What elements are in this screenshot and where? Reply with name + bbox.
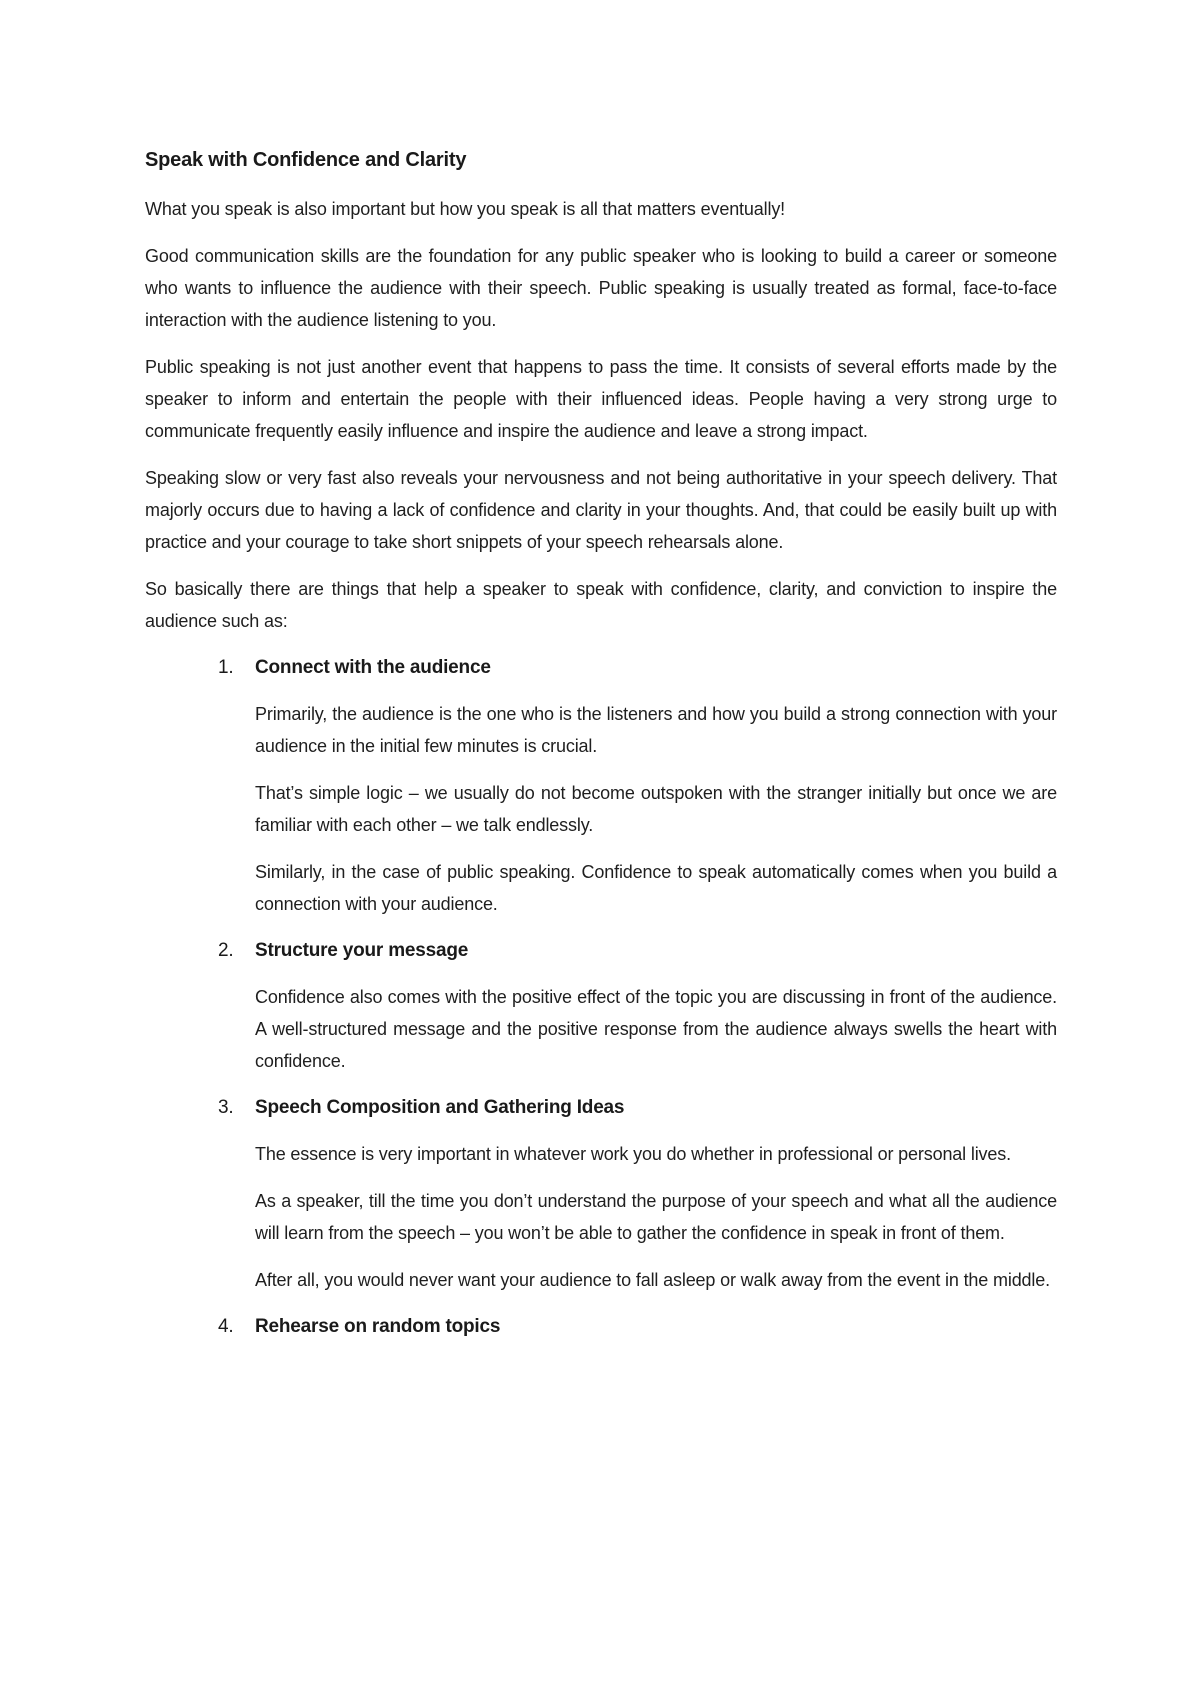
intro-paragraph-4: Speaking slow or very fast also reveals your nervousness and not being authoritative in your speech delivery. That majorly occurs due to having a lack of confidence and clarity in your thoughts. And, that could be easily built up with practice and your courage to take short snippets of your speech rehearsals alone. xyxy=(145,468,1057,552)
section-paragraph: After all, you would never want your audience to fall asleep or walk away from the event in the middle. xyxy=(255,1270,1050,1290)
section-number: 3. xyxy=(218,1097,234,1118)
section-heading-text: Connect with the audience xyxy=(255,657,491,678)
section-heading xyxy=(145,1311,1057,1343)
section-number: 1. xyxy=(218,657,234,678)
intro-paragraph-3: Public speaking is not just another event that happens to pass the time. It consists of several efforts made by the speaker to inform and entertain the people with their influenced ideas. People having a very strong urge to communicate frequently easily influence and inspire the audience and leave a strong impact. xyxy=(145,357,1057,441)
section-paragraph: The essence is very important in whatever work you do whether in professional or personal lives. xyxy=(255,1144,1011,1164)
section-paragraph: Confidence also comes with the positive effect of the topic you are discussing in front of the audience. A well-structured message and the positive response from the audience always swells the heart with confidence. xyxy=(255,987,1057,1071)
section-number: 2. xyxy=(218,940,234,961)
section-heading-text: Speech Composition and Gathering Ideas xyxy=(255,1097,625,1118)
section-body xyxy=(145,981,1057,1077)
list-section-2 xyxy=(145,935,1057,1077)
section-number: 4. xyxy=(218,1316,234,1337)
list-section-4 xyxy=(145,1311,1057,1343)
document-content xyxy=(145,146,1057,1357)
intro-paragraph-5: So basically there are things that help a speaker to speak with confidence, clarity, and conviction to inspire the audience such as: xyxy=(145,579,1057,631)
section-heading xyxy=(145,652,1057,684)
list-section-1 xyxy=(145,652,1057,920)
list-section-3 xyxy=(145,1092,1057,1296)
section-paragraph: That’s simple logic – we usually do not become outspoken with the stranger initially but once we are familiar with each other – we talk endlessly. xyxy=(255,783,1057,835)
section-heading xyxy=(145,935,1057,967)
section-body xyxy=(145,1138,1057,1296)
section-paragraph: As a speaker, till the time you don’t understand the purpose of your speech and what all the audience will learn from the speech – you won’t be able to gather the confidence in speak in front of them. xyxy=(255,1191,1057,1243)
section-body xyxy=(145,698,1057,920)
intro-paragraph-2: Good communication skills are the foundation for any public speaker who is looking to build a career or someone who wants to influence the audience with their speech. Public speaking is usually treated as formal, face-to-face interaction with the audience listening to you. xyxy=(145,246,1057,330)
section-heading xyxy=(145,1092,1057,1124)
document-title: Speak with Confidence and Clarity xyxy=(145,149,467,171)
section-paragraph: Similarly, in the case of public speaking. Confidence to speak automatically comes when you build a connection with your audience. xyxy=(255,862,1057,914)
section-paragraph: Primarily, the audience is the one who is the listeners and how you build a strong connection with your audience in the initial few minutes is crucial. xyxy=(255,704,1057,756)
section-heading-text: Rehearse on random topics xyxy=(255,1316,501,1337)
intro-paragraph-1: What you speak is also important but how you speak is all that matters eventually! xyxy=(145,199,786,219)
section-heading-text: Structure your message xyxy=(255,940,469,961)
